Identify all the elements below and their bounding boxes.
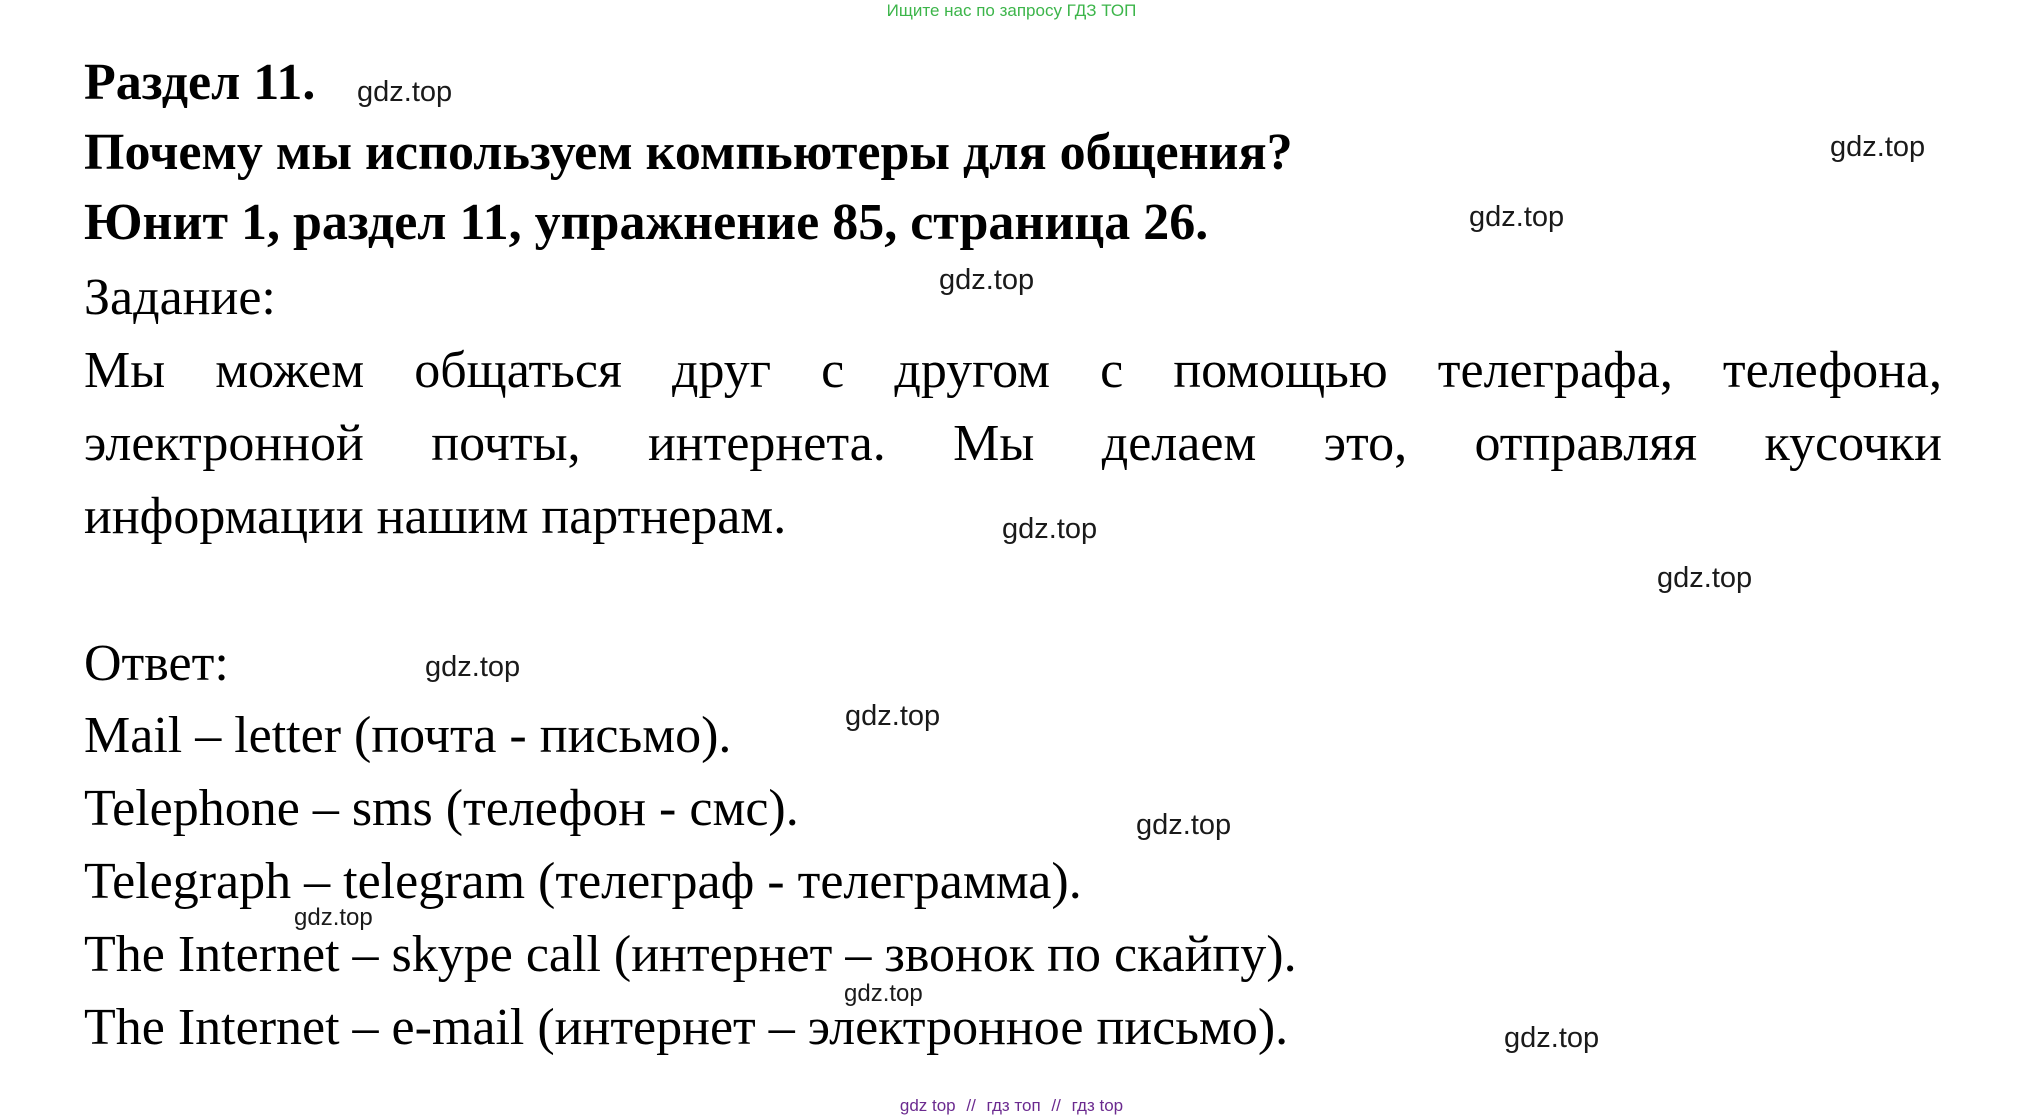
footer-separator: // [966, 1096, 976, 1115]
exercise-reference: Юнит 1, раздел 11, упражнение 85, страница 26. [84, 194, 1209, 251]
task-label: Задание: [84, 269, 276, 326]
answer-line-1: Mail – letter (почта - письмо). [84, 707, 732, 764]
answer-line-5: The Internet – e-mail (интернет – электронное письмо). [84, 999, 1289, 1056]
answer-line-4: The Internet – skype call (интернет – звонок по скайпу). [84, 926, 1297, 983]
watermark: gdz.top [844, 980, 923, 1007]
task-line-1 [84, 341, 1942, 401]
watermark: gdz.top [1830, 131, 1926, 163]
answer-line-2: Telephone – sms (телефон - смс). [84, 780, 799, 837]
watermark: gdz.top [357, 76, 453, 108]
task-line-2 [84, 414, 1942, 474]
footer-link[interactable]: гдз топ [986, 1096, 1041, 1115]
watermark: gdz.top [1504, 1022, 1600, 1054]
watermark: gdz.top [294, 904, 373, 931]
watermark: gdz.top [1002, 513, 1098, 545]
task-line-3: информации нашим партнерам. [84, 488, 787, 545]
watermark: gdz.top [425, 651, 521, 683]
watermark: gdz.top [1136, 809, 1232, 841]
watermark: gdz.top [1657, 562, 1753, 594]
answer-label: Ответ: [84, 635, 229, 692]
footer-link[interactable]: гдз top [1071, 1096, 1124, 1115]
task-line-2-text: электронной почты, интернета. Мы делаем это, отправляя кусочки [84, 415, 1942, 472]
section-heading: Раздел 11. [84, 54, 316, 111]
top-banner [0, 1, 2023, 21]
task-line-1-text: Мы можем общаться друг с другом с помощью телеграфа, телефона, [84, 342, 1942, 399]
footer-links [0, 1096, 2023, 1116]
watermark: gdz.top [939, 264, 1035, 296]
watermark: gdz.top [1469, 201, 1565, 233]
top-banner-text: Ищите нас по запросу ГДЗ ТОП [886, 1, 1137, 20]
page-title: Почему мы используем компьютеры для общения? [84, 124, 1293, 181]
watermark: gdz.top [845, 700, 941, 732]
footer-link[interactable]: gdz top [899, 1096, 956, 1115]
answer-line-3: Telegraph – telegram (телеграф - телеграмма). [84, 853, 1082, 910]
footer-separator: // [1051, 1096, 1061, 1115]
